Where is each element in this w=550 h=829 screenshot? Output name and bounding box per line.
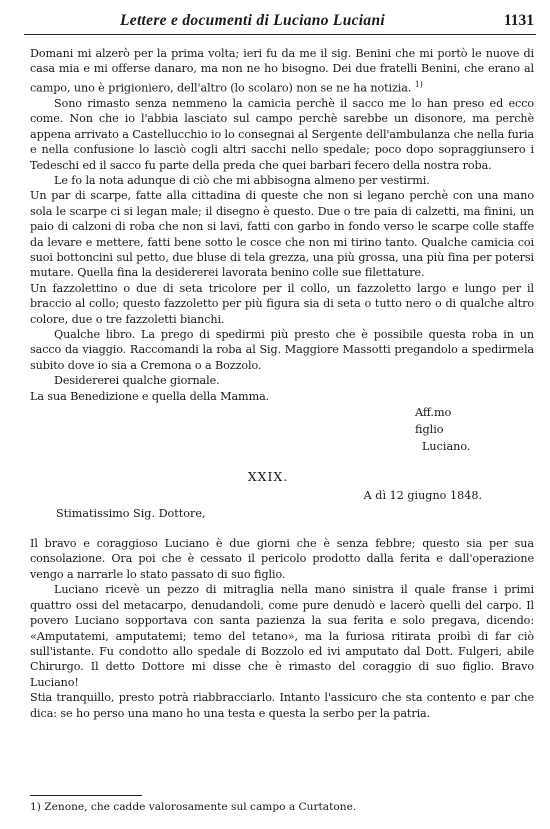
paragraph: Stia tranquillo, presto potrà riabbracciarlo. Intanto l'assicuro che sta contento e par che dica: se ho perso una mano ho una testa e questa la serbo per la patria.: [30, 691, 534, 720]
paragraph: Un fazzolettino o due di seta tricolore per il collo, un fazzoletto largo e lungo per il braccio al collo; questo fazzoletto per più figura sia di seta o tutto nero o di qualche altro colore, due o tre fazzoletti bianchi.: [30, 281, 534, 326]
footnote: [30, 801, 356, 813]
letter-signoff: [30, 404, 534, 455]
paragraph: Il bravo e coraggioso Luciano è due giorni che è senza febbre; questo sia per sua consolazione. Ora poi che è cessato il pericolo prodotto dalla ferita e dall'operazione vengo a narrarle lo stato passato di suo figlio.: [30, 537, 534, 581]
paragraph: Sono rimasto senza nemmeno la camicia perchè il sacco me lo han preso ed ecco come. Non che io l'abbia lasciato sul campo perchè sarebbe un disonore, ma perchè appena arrivato a Castellucchio io lo consegnai al Sergente dell'ambulanza che nella furia e nella confusione lo lasciò cogli altri sacchi nello spedale; poco dopo sopraggiunsero i Tedeschi ed il sacco fu parte della preda che quei barbari fecero della nostra roba.: [30, 96, 534, 172]
letter-number: XXIX.: [247, 469, 289, 485]
footnote-text: Zenone, che cadde valorosamente sul campo a Curtatone.: [44, 801, 357, 813]
paragraph: Luciano ricevè un pezzo di mitraglia nella mano sinistra il quale franse i primi quattro ossi del metacarpo, denudandoli, come pure denudò e lacerò quelli del carpo. Il povero Luciano sopportava con santa pazienza la sua ferita e solo pregava, dicendo: «Amputatemi, amputatemi; temo del tetano», ma la furiosa ritirata proibì di far ciò sull'istante. Fu condotto allo spedale di Bozzolo ed ivi amputato dal Dott. Fulgeri, abile Chirurgo. Il detto Dottore mi disse che è rimasto del coraggio di suo figlio. Bravo Luciano!: [30, 583, 534, 689]
page-body: [30, 46, 534, 721]
page-number: 1131: [503, 12, 534, 29]
footnote-reference: 1): [414, 79, 423, 89]
page-header: [24, 10, 536, 35]
letter-salutation: Stimatissimo Sig. Dottore,: [56, 507, 206, 521]
paragraph: La sua Benedizione e quella della Mamma.: [30, 389, 270, 403]
paragraph: Un par di scarpe, fatte alla cittadina di queste che non si legano perchè con una mano sola le scarpe ci si legan male; il disegno è questo. Due o tre paia di calzetti, ma finini, un paio di calzoni di roba che non si lavi, fatti con garbo in fondo verso le scarpe colle staffe da levare e mettere, fatti bene sotto le cosce che non mi tirino tanto. Qualche camicia coi suoi bottoncini sul petto, due bluse di tela grezza, una più grossa, una più fina per potersi mutare. Quella fina la desidererei lavorata benino colle sue filettature.: [30, 189, 534, 280]
footnote-mark: 1): [30, 801, 41, 813]
paragraph: Le fo la nota adunque di ciò che mi abbisogna almeno per vestirmi.: [54, 173, 430, 187]
paragraph: Desidererei qualche giornale.: [54, 374, 220, 388]
running-title: Lettere e documenti di Luciano Luciani: [120, 12, 385, 29]
paragraph: Qualche libro. La prego di spedirmi più presto che è possibile questa roba in un sacco da viaggio. Raccomandi la roba al Sig. Maggiore Massotti pregandolo a spedirmela subito dove io sia a Cremona o a Bozzolo.: [30, 328, 534, 372]
letter-date: A dì 12 giugno 1848.: [363, 489, 482, 503]
footnote-rule: [30, 795, 142, 796]
closing-formula: Aff.mo figlio: [415, 406, 452, 437]
paragraph: Domani mi alzerò per la prima volta; ieri fu da me il sig. Benini che mi portò le nuove di casa mia e mi offerse danaro, ma non ne ho bisogno. Dei due fratelli Benini, che erano al campo, uno è prigioniero, dell'altro (lo scolaro) non se ne ha notizia. $^{1)}$: [30, 47, 534, 95]
signature: Luciano.: [422, 440, 471, 454]
